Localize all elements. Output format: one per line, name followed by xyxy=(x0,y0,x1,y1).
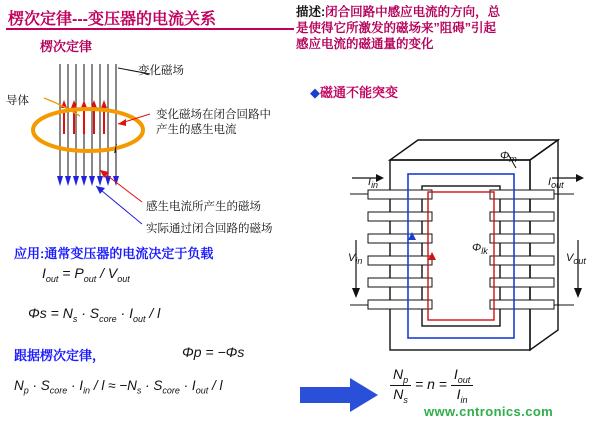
equation-balance: $N_p \cdot S_{core} \cdot I_{in} / l \approx -N_s \cdot S_{core} \cdot I_{out} / l$ xyxy=(14,378,223,396)
label-v-out: $V_{out}$ xyxy=(566,252,586,267)
section-subtitle: 楞次定律 xyxy=(40,39,93,54)
description-label: 描述: xyxy=(296,5,326,19)
label-conductor: 导体 xyxy=(6,95,29,107)
flux-note-text: 磁通不能突变 xyxy=(320,85,399,100)
lenz-follow-heading: 跟据楞次定律， xyxy=(14,348,106,363)
label-induced-current-line2: 产生的感生电流 xyxy=(156,124,237,136)
turns-ratio-numerator: $N_p$ xyxy=(390,366,411,386)
label-changing-field: 变化磁场 xyxy=(138,65,184,77)
label-i-in: $I_{in}$ xyxy=(368,176,379,191)
flux-note xyxy=(310,82,398,101)
application-heading: 应用:通常变压器的电流决定于负载 xyxy=(14,246,214,261)
title-divider xyxy=(6,28,294,30)
diamond-bullet-icon: ◆ xyxy=(310,85,320,100)
final-formula-middle: = n = xyxy=(415,376,447,392)
label-phi-m: $\Phi_m$ xyxy=(500,150,517,165)
label-phi-lk: $\Phi_{lk}$ xyxy=(472,242,488,257)
label-v-in: $V_{in}$ xyxy=(348,252,363,267)
description-line-3: 感应电流的磁通量的变化 xyxy=(296,37,434,51)
page-title: 楞次定律---变压器的电流关系 xyxy=(8,11,216,28)
label-induced-current xyxy=(156,108,271,138)
equation-iout: $I_{out} = P_{out} / V_{out}$ xyxy=(42,265,130,284)
label-i-out: $I_{out}$ xyxy=(548,176,564,191)
label-induced-current-line1: 变化磁场在闭合回路中 xyxy=(156,109,271,121)
watermark: www.cntronics.com xyxy=(424,404,554,419)
equation-phip: Φp = −Φs xyxy=(182,344,245,360)
description-line-1: 闭合回路中感应电流的方向，总 xyxy=(325,5,501,19)
current-ratio-numerator: $I_{out}$ xyxy=(451,366,473,386)
turns-ratio-denominator: $N_s$ xyxy=(393,385,408,405)
label-induced-field: 感生电流所产生的磁场 xyxy=(146,201,261,213)
equation-phis: $\Phi s = N_s \cdot S_{core} \cdot I_{out} / l$ xyxy=(28,305,161,324)
current-ratio-denominator: $I_{in}$ xyxy=(456,385,468,405)
label-actual-field: 实际通过闭合回路的磁场 xyxy=(146,223,273,235)
description-line-2: 是使得它所激发的磁场来”阻碍”引起 xyxy=(296,21,497,35)
transformer-diagram xyxy=(330,120,600,390)
description-block xyxy=(296,4,596,52)
label-current-i: i xyxy=(114,142,117,156)
